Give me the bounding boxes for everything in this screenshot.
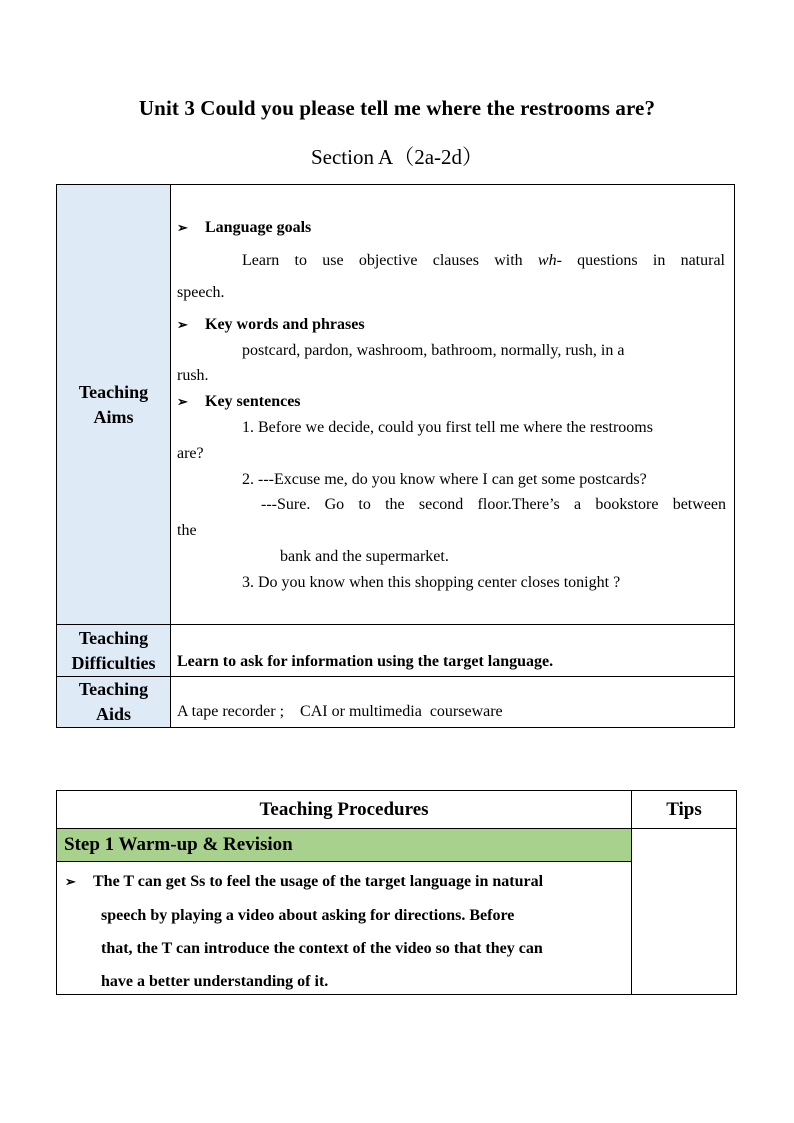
teaching-procedures-table (56, 790, 737, 995)
key-sentence: the (177, 522, 197, 539)
arrow-bullet-icon: ➢ (65, 874, 76, 889)
step-1-title: Step 1 Warm-up & Revision (57, 829, 632, 862)
key-words-line: postcard, pardon, washroom, bathroom, normally, rush, in a (242, 342, 625, 359)
key-sentence: are? (177, 445, 204, 462)
tips-header: Tips (632, 791, 737, 829)
tips-cell (632, 829, 737, 995)
document-subtitle: Section A（2a-2d） (310, 145, 484, 169)
teaching-aids-content: A tape recorder ; CAI or multimedia courseware (171, 677, 735, 728)
language-goals-text-cont: speech. (177, 284, 225, 301)
teaching-aims-content (171, 185, 735, 625)
key-words-heading: ➢ Key words and phrases (177, 316, 365, 333)
key-words-line: rush. (177, 367, 209, 384)
language-goals-text: Learn to use objective clauses with wh- questions in natural (242, 252, 726, 269)
procedures-header: Teaching Procedures (57, 791, 632, 829)
key-sentence: 3. Do you know when this shopping center closes tonight ? (242, 574, 621, 591)
step-1-content: ➢ The T can get Ss to feel the usage of the target language in natural speech by playing a video about asking for directions. Before that, the T can introduce the context of the video so that they can have a better understanding of it. (57, 862, 632, 995)
teaching-aims-label: Teaching Aims (57, 185, 171, 625)
arrow-bullet-icon: ➢ (177, 394, 188, 409)
key-sentence: ---Sure. Go to the second floor.There’s a bookstore between (261, 496, 726, 513)
teaching-difficulties-label: Teaching Difficulties (57, 625, 171, 677)
teaching-aids-label: Teaching Aids (57, 677, 171, 728)
teaching-aims-table (56, 184, 735, 728)
arrow-bullet-icon: ➢ (177, 317, 188, 332)
document-title: Unit 3 Could you please tell me where the restrooms are? (138, 96, 656, 120)
teaching-difficulties-content: Learn to ask for information using the target language. (171, 625, 735, 677)
language-goals-heading: ➢ Language goals (177, 219, 312, 236)
key-sentence: bank and the supermarket. (280, 548, 449, 565)
key-sentence: 2. ---Excuse me, do you know where I can get some postcards? (242, 471, 647, 488)
key-sentence: 1. Before we decide, could you first tell me where the restrooms (242, 419, 653, 436)
arrow-bullet-icon: ➢ (177, 220, 188, 235)
key-sentences-heading: ➢ Key sentences (177, 393, 301, 410)
